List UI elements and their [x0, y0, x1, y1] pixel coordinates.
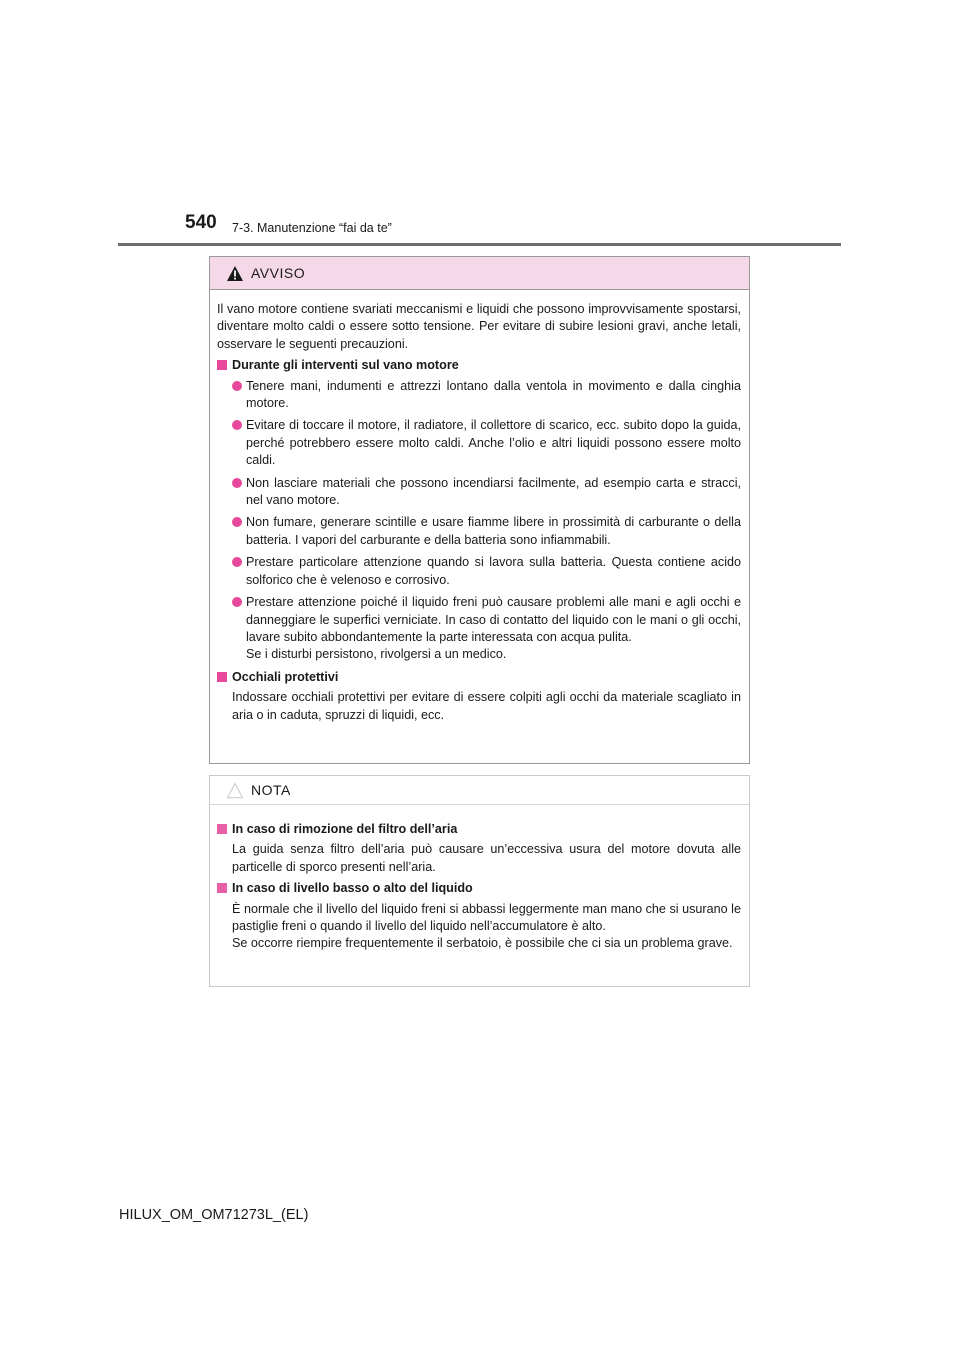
warning-section-heading: Durante gli interventi sul vano motore [217, 357, 741, 374]
list-item: Non fumare, generare scintille e usare fiamme libere in prossimità di carburante o della batteria. I vapori del carburante e della batteria sono infiammabili. [217, 514, 741, 549]
square-bullet-icon [217, 672, 227, 682]
warning-box [209, 256, 750, 764]
note-section-heading: In caso di rimozione del filtro dell’aria [217, 821, 741, 838]
list-item: Prestare attenzione poiché il liquido freni può causare problemi alle mani e agli occhi e danneggiare le superfici verniciate. In caso di contatto del liquido con le mani o gli occhi, lavare subito abbondantemente la parte interessata con acqua pulita. Se i disturbi persistono, rivolgersi a un medico. [217, 594, 741, 664]
square-bullet-icon [217, 883, 227, 893]
note-header [210, 776, 749, 805]
document-code: HILUX_OM_OM71273L_(EL) [119, 1207, 309, 1223]
round-bullet-icon [232, 478, 242, 488]
warning-label: AVVISO [251, 265, 306, 281]
list-item: Evitare di toccare il motore, il radiatore, il collettore di scarico, ecc. subito dopo la guida, perché potrebbero essere molto caldi. Anche l’olio e altri liquidi possono essere molto caldi. [217, 417, 741, 469]
square-bullet-icon [217, 360, 227, 370]
page-number: 540 [185, 212, 217, 233]
caution-outline-icon [226, 782, 244, 799]
round-bullet-icon [232, 420, 242, 430]
square-bullet-icon [217, 824, 227, 834]
warning-header [210, 257, 749, 290]
round-bullet-icon [232, 557, 242, 567]
section-title: 7-3. Manutenzione “fai da te” [232, 221, 392, 235]
round-bullet-icon [232, 597, 242, 607]
note-label: NOTA [251, 782, 291, 798]
warning-triangle-icon [226, 265, 244, 282]
round-bullet-icon [232, 517, 242, 527]
note-paragraph: La guida senza filtro dell’aria può causare un’eccessiva usura del motore dovuta alle particelle di sporco presenti nell’aria. [232, 842, 741, 874]
warning-section-heading: Occhiali protettivi [217, 669, 741, 686]
note-box [209, 775, 750, 987]
note-section-heading: In caso di livello basso o alto del liquido [217, 880, 741, 897]
list-item: Non lasciare materiali che possono incendiarsi facilmente, ad esempio carta e stracci, nel vano motore. [217, 475, 741, 510]
header-rule [118, 243, 841, 246]
round-bullet-icon [232, 381, 242, 391]
warning-paragraph: Indossare occhiali protettivi per evitare di essere colpiti agli occhi da materiale scagliato in aria o in caduta, spruzzi di liquidi, ecc. [232, 690, 741, 722]
note-paragraph: È normale che il livello del liquido freni si abbassi leggermente man mano che si usurano le pastiglie freni o quando il livello del liquido nell’accumulatore è alto. Se occorre riempire frequentemente il serbatoio, è possibile che ci sia un problema grave. [232, 901, 741, 951]
warning-intro: Il vano motore contiene svariati meccanismi e liquidi che possono improvvisamente spostarsi, diventare molto caldi o essere sotto tensione. Per evitare di subire lesioni gravi, anche letali, osservare le seguenti precauzioni. [217, 302, 741, 351]
list-item: Prestare particolare attenzione quando si lavora sulla batteria. Questa contiene acido solforico che è velenoso e corrosivo. [217, 554, 741, 589]
list-item: Tenere mani, indumenti e attrezzi lontano dalla ventola in movimento e dalla cinghia motore. [217, 378, 741, 413]
